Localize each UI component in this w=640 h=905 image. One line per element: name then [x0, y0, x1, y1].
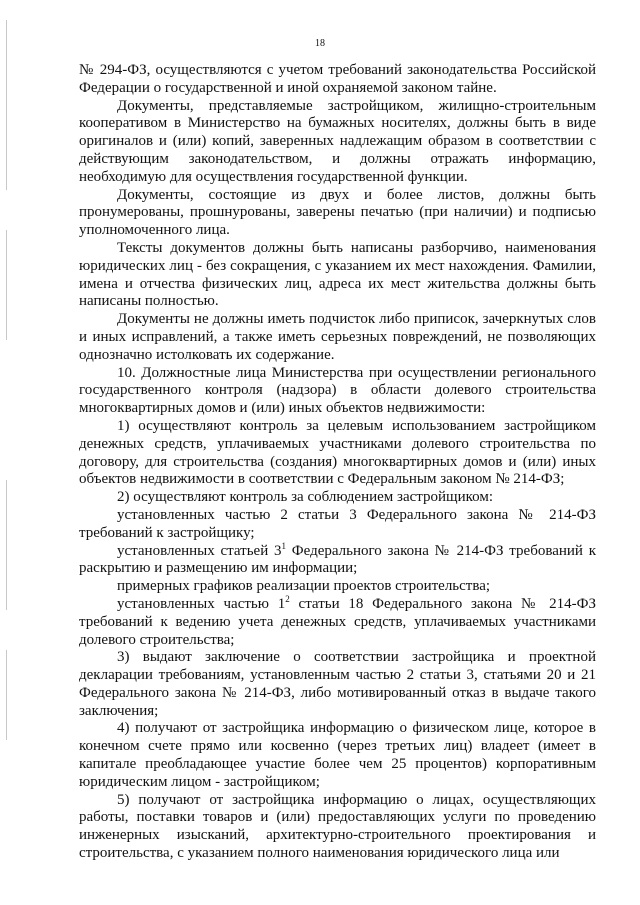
list-item: 5) получают от застройщика информацию о лицах, осуществляющих работы, поставки товаров и (или) предоставляющих услуги по проведению инженерных изысканий, архитектурно-строительного проектирования и строительства, с указанием полного наименования юридического лица или [79, 791, 596, 862]
text-run: Федерального закона № 214-ФЗ требований к раскрытию и размещению им информации; [79, 542, 596, 577]
text-run: установленных статьей 3 [117, 542, 282, 559]
scan-margin-mark [6, 650, 7, 740]
document-body [79, 62, 596, 863]
superscript: 1 [281, 540, 287, 551]
list-item: 3) выдают заключение о соответствии застройщика и проектной декларации требованиям, установленным частью 2 статьи 3, статьями 20 и 21 Федерального закона № 214-ФЗ, либо мотивированный отказ в выдаче такого заключения; [79, 649, 596, 719]
paragraph: № 294-ФЗ, осуществляются с учетом требований законодательства Российской Федерации о государственной и иной охраняемой законом тайне. [79, 62, 596, 96]
paragraph: Документы, представляемые застройщиком, жилищно-строительным кооперативом в Министерство на бумажных носителях, должны быть в виде оригиналов и (или) копий, заверенных надлежащим образом в соответствии с действующим законодательством, и должны отражать информацию, необходимую для осуществления государственной функции. [79, 97, 596, 185]
scan-margin-mark [6, 230, 7, 340]
sub-item [79, 540, 596, 579]
superscript: 2 [285, 593, 290, 604]
scan-margin-mark [6, 480, 7, 610]
paragraph: Документы, состоящие из двух и более листов, должны быть пронумерованы, прошнурованы, заверены печатью (при наличии) и подписью уполномоченного лица. [79, 186, 596, 239]
text-run: статьи 18 Федерального закона № 214-ФЗ требований к ведению учета денежных средств, уплачиваемых участниками долевого строительства; [79, 595, 597, 648]
paragraph: Документы не должны иметь подчисток либо приписок, зачеркнутых слов и иных исправлений, а также иметь серьезных повреждений, не позволяющих однозначно истолковать их содержание. [79, 311, 596, 363]
list-item: 2) осуществляют контроль за соблюдением застройщиком: [117, 489, 494, 506]
sub-item: примерных графиков реализации проектов строительства; [117, 578, 491, 595]
text-run: установленных частью 1 [117, 595, 286, 612]
list-item: 4) получают от застройщика информацию о физическом лице, которое в конечном счете прямо или косвенно (через третьих лиц) владеет (имеет в капитале преобладающее участие более чем 25 процентов) корпоративным юридическим лицом - застройщиком; [79, 720, 596, 790]
sub-item: установленных частью 2 статьи 3 Федерального закона № 214-ФЗ требований к застройщику; [79, 506, 596, 541]
list-item: 1) осуществляют контроль за целевым использованием застройщиком денежных средств, уплачиваемых участниками долевого строительства по договору, для строительства (создания) многоквартирных домов и (или) иных объектов недвижимости в соответствии с Федеральным законом № 214-ФЗ; [79, 417, 596, 488]
paragraph: 10. Должностные лица Министерства при осуществлении регионального государственного контроля (надзора) в области долевого строительства многоквартирных домов и (или) иных объектов недвижимости: [79, 364, 596, 417]
paragraph: Тексты документов должны быть написаны разборчиво, наименования юридических лиц - без сокращения, с указанием их мест нахождения. Фамилии, имена и отчества физических лиц, адреса их мест жительства должны быть написаны полностью. [79, 239, 596, 310]
page-number: 18 [315, 38, 325, 49]
sub-item [79, 593, 597, 649]
